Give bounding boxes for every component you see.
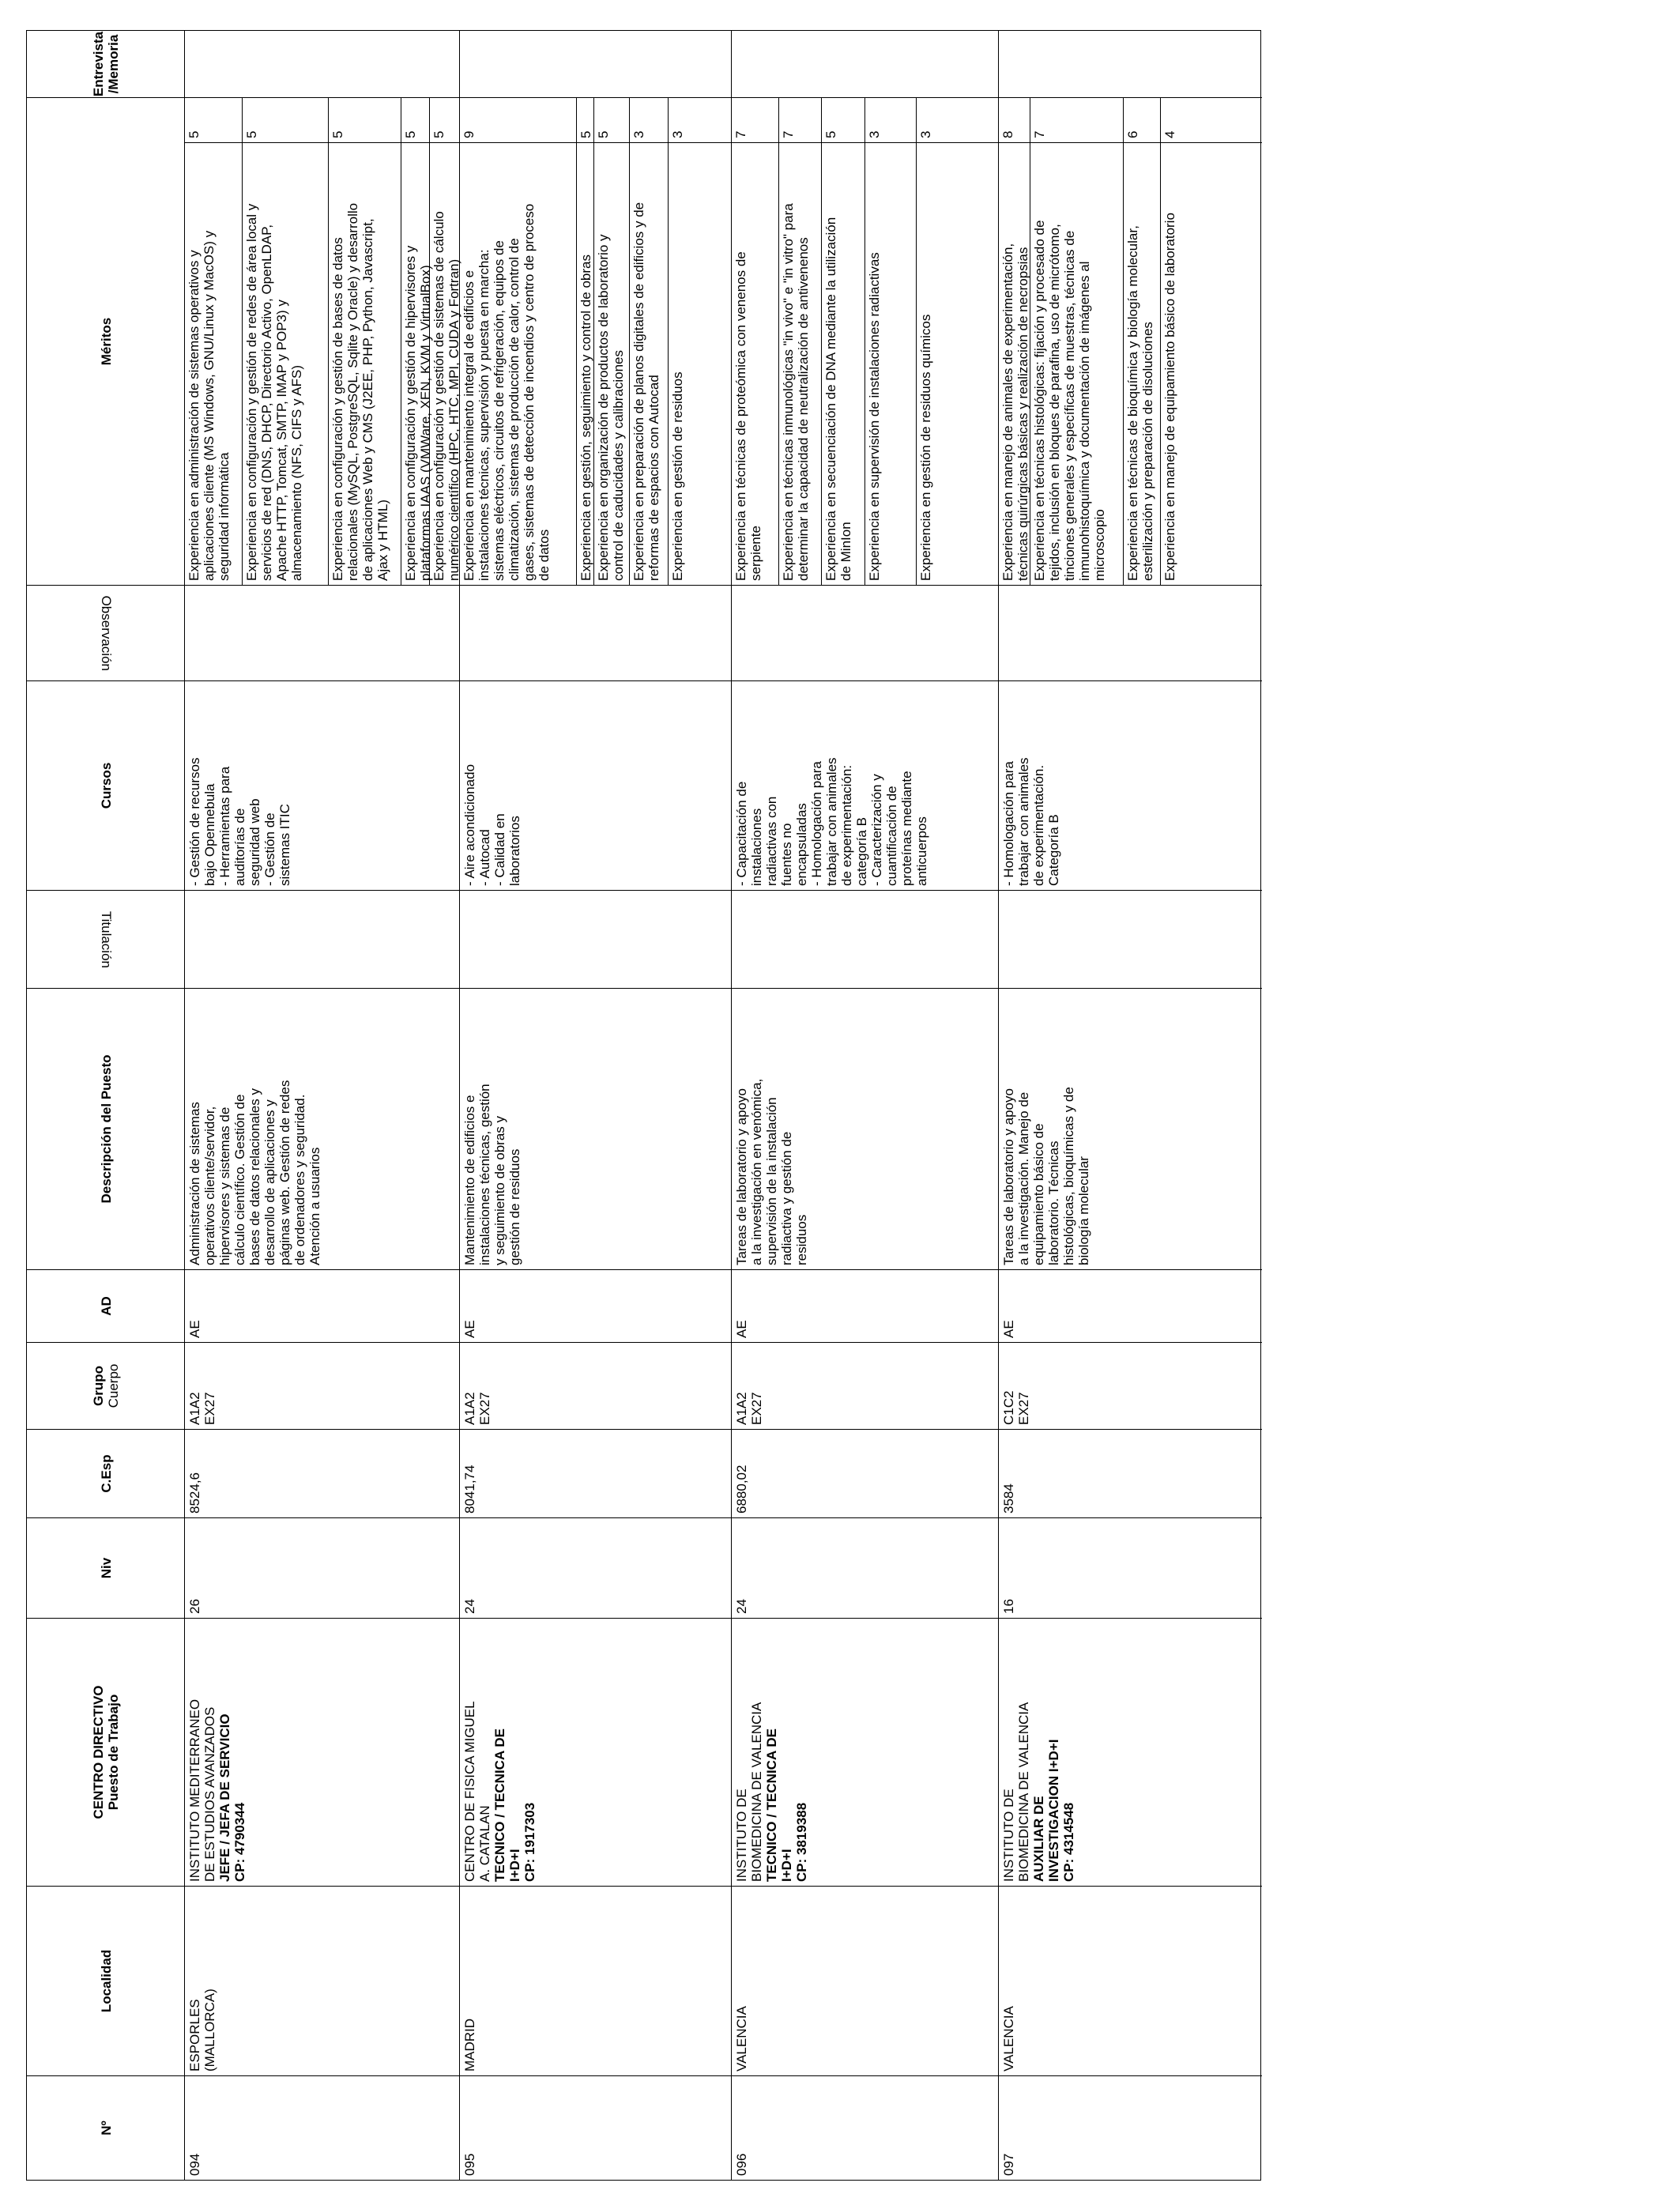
cell-localidad: MADRID — [460, 1886, 731, 2075]
merit-item: Experiencia en configuración y gestión de bases de datos relacionales (MySQL, PostgreSQL, Sqlite y Oracle) y desarrollo de aplicaciones Web y CMS (J2EE, PHP, Python, Javascript, Ajax y HTML) — [329, 143, 401, 585]
cell-meritos — [460, 142, 731, 585]
cell-cursos: - Homologación para trabajar con animales de experimentación. Categoría B — [999, 680, 1262, 890]
merit-points: 3 — [670, 130, 685, 138]
merit-points: 7 — [1030, 98, 1124, 142]
cell-entrevista — [185, 31, 459, 97]
merit-item: Experiencia en administración de sistemas operativos y aplicaciones cliente (MS Windows, GNU/Linux y MacOS) y seguridad informática — [185, 143, 243, 585]
merit-points: 5 — [243, 98, 329, 142]
merit-item: Experiencia en mantenimiento integral de edificios e instalaciones técnicas, supervisión y puesta en marcha: sistemas eléctricos, circuitos de refrigeración, equipos de climatización, sistemas de producción de calor, control de gases, sistemas de detección de incendios y centro de proceso de datos — [460, 143, 577, 585]
cell-cursos: - Capacitación de instalaciones radiactivas con fuentes no encapsuladas - Homologación para trabajar con animales de experimentación: categoría B - Caracterización y cuantificación de proteínas mediante anticuerpos — [732, 680, 998, 890]
table-header — [27, 31, 185, 2180]
cell-meritos — [999, 142, 1262, 585]
header-ad: AD — [27, 1269, 185, 1342]
cell-observacion — [732, 585, 998, 680]
cell-grupo: A1A2 EX27 — [460, 1342, 731, 1429]
merit-points: 5 — [577, 98, 594, 142]
cell-titulacion — [732, 890, 998, 988]
cell-niv: 16 — [999, 1517, 1262, 1618]
merit-item: Experiencia en gestión de residuos — [670, 371, 685, 581]
cell-centro — [732, 1618, 998, 1886]
cell-meritos — [732, 142, 998, 585]
cell-descripcion: Tareas de laboratorio y apoyo a la investigación. Manejo de equipamiento básico de laboratorio. Técnicas histológicas, bioquímicas y de biología molecular — [999, 988, 1262, 1269]
cell-points — [999, 97, 1262, 142]
cell-entrevista — [460, 31, 731, 97]
merit-points: 5 — [401, 98, 430, 142]
merit-item: Experiencia en gestión de residuos químicos — [918, 314, 933, 581]
cell-observacion — [999, 585, 1262, 680]
merit-points: 7 — [732, 98, 779, 142]
cell-entrevista — [999, 31, 1262, 97]
cell-niv: 24 — [732, 1517, 998, 1618]
cell-ad: AE — [185, 1269, 459, 1342]
job-table — [26, 30, 1261, 2181]
cell-cesp: 8041,74 — [460, 1429, 731, 1517]
merit-points: 6 — [1124, 98, 1161, 142]
centro-name: CENTRO DE FISICA MIGUEL A. CATALAN — [462, 1701, 492, 1882]
cell-grupo: A1A2 EX27 — [185, 1342, 459, 1429]
cell-ad: AE — [732, 1269, 998, 1342]
merit-item: Experiencia en técnicas histológicas: fijación y procesado de tejidos, inclusión en bloques de parafina, uso de micrótomo, tinciones generales y específicas de muestras, técnicas de inmunohistoquímica y documentación de imágenes al microscopio — [1030, 143, 1124, 585]
cp-code: CP: 1917303 — [522, 1802, 537, 1882]
cell-points — [185, 97, 459, 142]
merit-item: Experiencia en configuración y gestión de hipervisores y plataformas IAAS (VMWare, XEN, KVM y VirtualBox) — [401, 143, 430, 585]
table-row — [999, 31, 1262, 2180]
cell-descripcion: Mantenimiento de edificios e instalaciones técnicas, gestión y seguimiento de obras y gestión de residuos — [460, 988, 731, 1269]
cell-localidad: VALENCIA — [999, 1886, 1262, 2075]
merit-item: Experiencia en configuración y gestión de sistemas de cálculo numérico científico (HPC, HTC, MPI, CUDA y Fortran) — [431, 211, 461, 581]
cell-titulacion — [460, 890, 731, 988]
cell-grupo: A1A2 EX27 — [732, 1342, 998, 1429]
cell-cursos: - Aire acondicionado - Autocad - Calidad en laboratorios — [460, 680, 731, 890]
cell-centro — [999, 1618, 1262, 1886]
header-observacion: Observación — [27, 585, 185, 680]
cell-cesp: 8524,6 — [185, 1429, 459, 1517]
merit-points: 8 — [999, 98, 1030, 142]
header-niv: Niv — [27, 1517, 185, 1618]
merit-item: Experiencia en gestión, seguimiento y control de obras — [577, 143, 594, 585]
merit-points: 3 — [865, 98, 917, 142]
cell-centro — [185, 1618, 459, 1886]
cell-observacion — [185, 585, 459, 680]
cell-n: 096 — [732, 2075, 998, 2180]
cell-cesp: 3584 — [999, 1429, 1262, 1517]
header-entrevista: Entrevista /Memoria — [91, 31, 121, 97]
merit-item: Experiencia en técnicas de bioquímica y biología molecular, esterilización y preparación de disoluciones — [1124, 143, 1161, 585]
merit-points: 3 — [630, 98, 669, 142]
merit-item: Experiencia en supervisión de instalaciones radiactivas — [865, 143, 917, 585]
puesto-title: JEFE / JEFA DE SERVICIO — [217, 1713, 232, 1882]
merit-points: 9 — [460, 98, 577, 142]
cell-niv: 24 — [460, 1517, 731, 1618]
header-centro: CENTRO DIRECTIVO Puesto de Trabajo — [27, 1618, 185, 1886]
cell-n: 094 — [185, 2075, 459, 2180]
cell-descripcion: Tareas de laboratorio y apoyo a la investigación en venómica, supervisión de la instalación radiactiva y gestión de residuos — [732, 988, 998, 1269]
cell-cesp: 6880,02 — [732, 1429, 998, 1517]
header-cursos: Cursos — [27, 680, 185, 890]
merit-points: 5 — [594, 98, 630, 142]
merit-points: 4 — [1162, 130, 1177, 138]
cell-ad: AE — [460, 1269, 731, 1342]
cp-code: CP: 3819388 — [794, 1802, 809, 1882]
centro-name: INSTITUTO DE BIOMEDICINA DE VALENCIA — [1001, 1702, 1031, 1882]
header-n: Nº — [27, 2075, 185, 2180]
merit-points: 5 — [822, 98, 865, 142]
merit-item: Experiencia en secuenciación de DNA mediante la utilización de MinIon — [822, 143, 865, 585]
cell-meritos — [185, 142, 459, 585]
merit-item: Experiencia en organización de productos de laboratorio y control de caducidades y calibraciones — [594, 143, 630, 585]
puesto-title: AUXILIAR DE INVESTIGACION I+D+I — [1031, 1739, 1061, 1882]
merit-points: 5 — [329, 98, 401, 142]
cell-descripcion: Administración de sistemas operativos cliente/servidor, hipervisores y sistemas de cálculo científico. Gestión de bases de datos relacionales y desarrollo de aplicaciones y páginas web. Gestión de redes de ordenadores y seguridad. Atención a usuarios — [185, 988, 459, 1269]
cell-cursos: - Gestión de recursos bajo Opennebula - Herramientas para auditorías de seguridad web - Gestión de sistemas ITIC — [185, 680, 459, 890]
puesto-title: TECNICO / TECNICA DE I+D+I — [764, 1728, 794, 1882]
header-cesp: C.Esp — [27, 1429, 185, 1517]
header-meritos: Méritos — [27, 97, 185, 585]
table-row — [460, 31, 732, 2180]
merit-points: 5 — [185, 98, 243, 142]
merit-points: 3 — [918, 130, 933, 138]
centro-name: INSTITUTO DE BIOMEDICINA DE VALENCIA — [734, 1702, 764, 1882]
merit-item: Experiencia en manejo de equipamiento básico de laboratorio — [1162, 213, 1177, 581]
puesto-title: TECNICO / TECNICA DE I+D+I — [492, 1728, 522, 1882]
merit-item: Experiencia en configuración y gestión de redes de área local y servicios de red (DNS, DHCP, Directorio Activo, OpenLDAP, Apache HTTP, Tomcat, SMTP, IMAP y POP3) y almacenamiento (NFS, CIFS y AFS) — [243, 143, 329, 585]
cp-code: CP: 4790344 — [232, 1802, 247, 1882]
table-row — [185, 31, 460, 2180]
merit-points: 5 — [431, 130, 446, 138]
cell-entrevista — [732, 31, 998, 97]
cell-localidad: ESPORLES (MALLORCA) — [185, 1886, 459, 2075]
merit-points: 7 — [779, 98, 822, 142]
header-descripcion: Descripción del Puesto — [27, 988, 185, 1269]
cell-niv: 26 — [185, 1517, 459, 1618]
cell-n: 095 — [460, 2075, 731, 2180]
header-titulacion: Titulación — [27, 890, 185, 988]
cell-grupo: C1C2 EX27 — [999, 1342, 1262, 1429]
cell-titulacion — [999, 890, 1262, 988]
cell-titulacion — [185, 890, 459, 988]
cp-code: CP: 4314548 — [1061, 1802, 1076, 1882]
header-localidad: Localidad — [27, 1886, 185, 2075]
merit-item: Experiencia en preparación de planos digitales de edificios y de reformas de espacios con Autocad — [630, 143, 669, 585]
cell-points — [732, 97, 998, 142]
cell-points — [460, 97, 731, 142]
centro-name: INSTITUTO MEDITERRANEO DE ESTUDIOS AVANZADOS — [187, 1698, 217, 1882]
header-grupo: Grupo Cuerpo — [27, 1342, 185, 1429]
cell-centro — [460, 1618, 731, 1886]
cell-localidad: VALENCIA — [732, 1886, 998, 2075]
table-row — [732, 31, 999, 2180]
cell-ad: AE — [999, 1269, 1262, 1342]
cell-observacion — [460, 585, 731, 680]
merit-item: Experiencia en técnicas inmunológicas "in vivo" e "in vitro" para determinar la capacidad de neutralización de antivenenos — [779, 143, 822, 585]
merit-item: Experiencia en técnicas de proteómica con venenos de serpiente — [732, 143, 779, 585]
cell-n: 097 — [999, 2075, 1262, 2180]
merit-item: Experiencia en manejo de animales de experimentación, técnicas quirúrgicas básicas y realización de necropsias — [999, 143, 1030, 585]
